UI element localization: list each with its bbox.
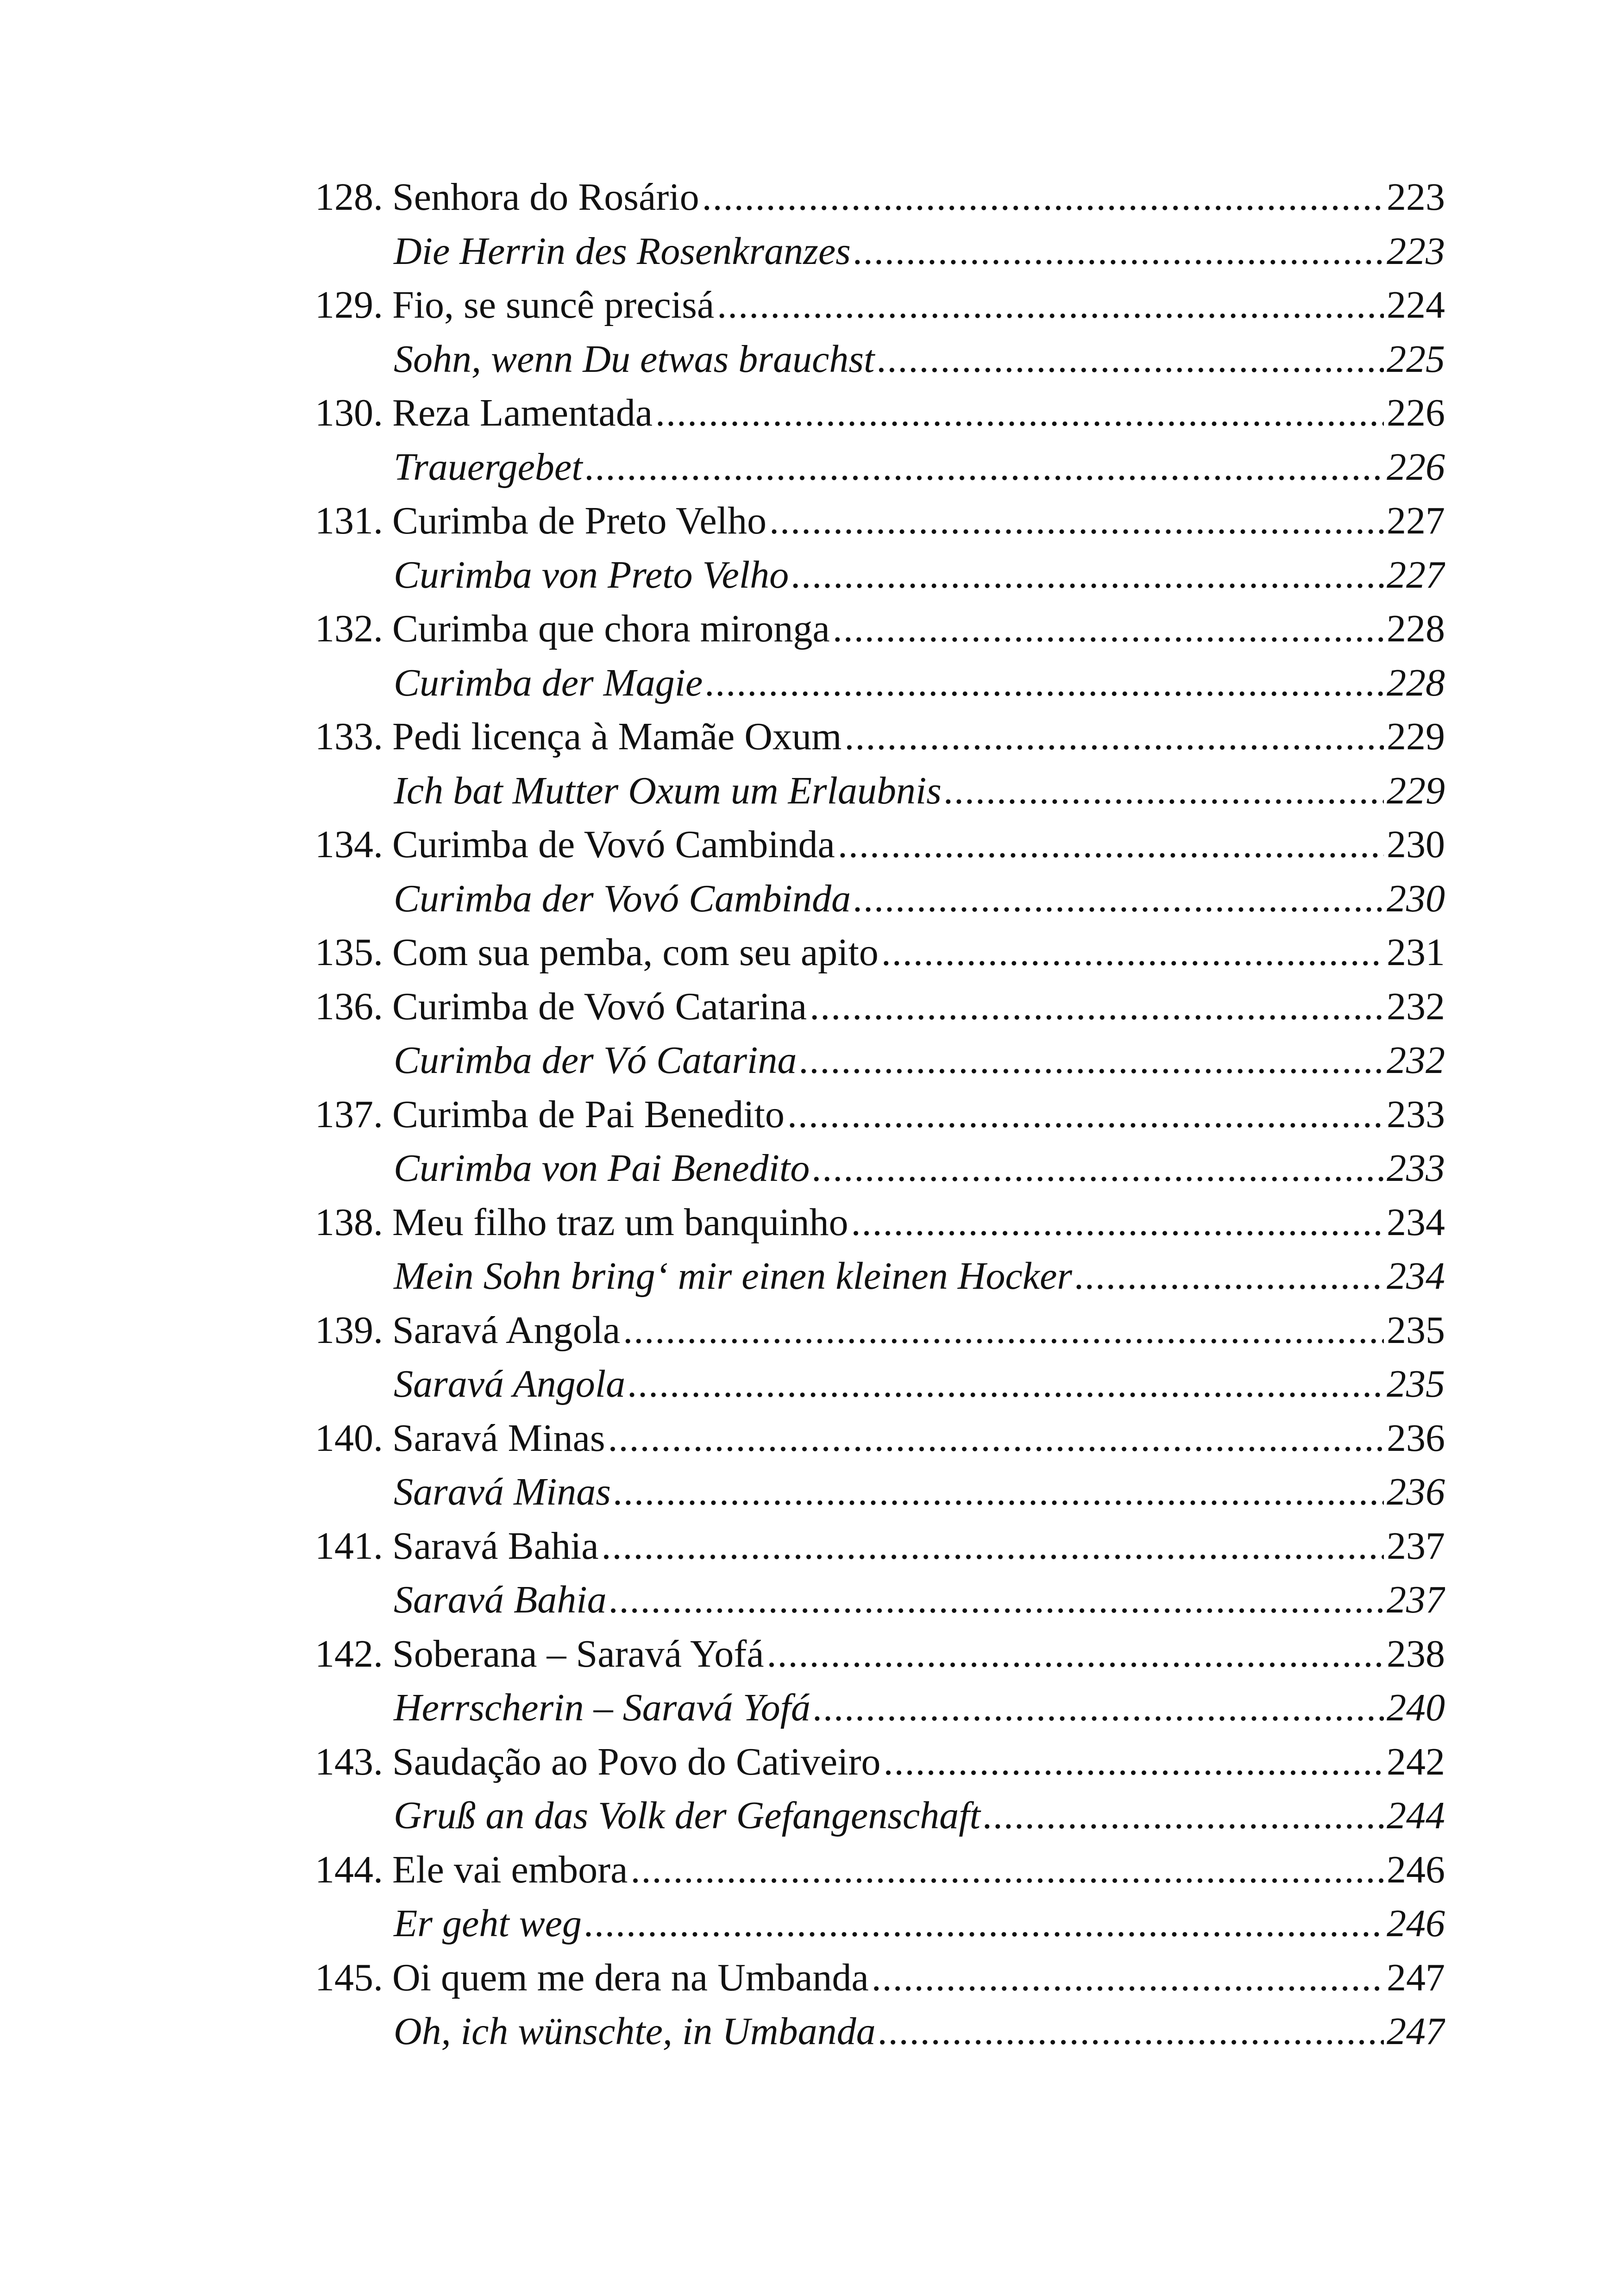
entry-page-number: 223 — [1387, 229, 1445, 273]
entry-number: 137. — [315, 1092, 383, 1136]
entry-title: Saravá Angola — [392, 1308, 621, 1352]
toc-entry-translation — [315, 1357, 1445, 1411]
entry-title: Sohn, wenn Du etwas brauchst — [394, 337, 875, 381]
toc-entry — [315, 386, 1445, 440]
entry-title: Oi quem me dera na Umbanda — [392, 1956, 869, 1999]
dot-leader — [601, 1519, 1384, 1574]
entry-title: Curimba von Preto Velho — [394, 553, 789, 596]
entry-title: Curimba de Preto Velho — [392, 499, 767, 542]
entry-page-number: 238 — [1387, 1632, 1445, 1675]
dot-leader — [883, 1735, 1384, 1789]
dot-leader — [717, 278, 1384, 332]
entry-title: Saravá Angola — [394, 1362, 626, 1405]
dot-leader — [787, 1088, 1384, 1142]
entry-page-number: 230 — [1387, 823, 1445, 866]
dot-leader — [881, 926, 1384, 980]
entry-number: 143. — [315, 1740, 383, 1783]
entry-number: 136. — [315, 985, 383, 1028]
toc-entry — [315, 1735, 1445, 1789]
dot-leader — [705, 656, 1384, 710]
entry-page-number: 246 — [1387, 1848, 1445, 1891]
toc-entry-translation — [315, 440, 1445, 495]
entry-title: Senhora do Rosário — [392, 176, 699, 219]
toc-entry-translation — [315, 225, 1445, 279]
entry-title: Trauergebet — [394, 445, 583, 489]
dot-leader — [879, 2005, 1384, 2059]
entry-page-number: 240 — [1387, 1686, 1445, 1729]
entry-title: Meu filho traz um banquinho — [392, 1200, 848, 1244]
toc-entry — [315, 1304, 1445, 1358]
entry-page-number: 230 — [1387, 877, 1445, 920]
toc-entry-translation — [315, 1465, 1445, 1519]
entry-page-number: 247 — [1387, 2010, 1445, 2053]
entry-page-number: 232 — [1387, 1039, 1445, 1082]
dot-leader — [854, 872, 1384, 926]
toc-entry-translation — [315, 332, 1445, 387]
entry-title: Saudação ao Povo do Cativeiro — [392, 1740, 881, 1783]
dot-leader — [854, 225, 1384, 279]
entry-title: Curimba von Pai Benedito — [394, 1147, 810, 1190]
entry-title: Mein Sohn bring‘ mir einen kleinen Hocker — [394, 1255, 1072, 1298]
entry-title: Curimba der Magie — [394, 661, 703, 704]
dot-leader — [877, 332, 1384, 387]
entry-page-number: 228 — [1387, 661, 1445, 704]
entry-title: Ele vai embora — [392, 1848, 628, 1891]
toc-entry — [315, 1411, 1445, 1466]
entry-page-number: 235 — [1387, 1308, 1445, 1352]
dot-leader — [792, 548, 1384, 602]
entry-page-number: 225 — [1387, 337, 1445, 381]
dot-leader — [812, 1142, 1384, 1196]
entry-page-number: 234 — [1387, 1255, 1445, 1298]
entry-title: Curimba de Vovó Cambinda — [392, 823, 835, 866]
entry-title: Saravá Minas — [394, 1470, 611, 1513]
toc-entry — [315, 980, 1445, 1034]
toc-entry — [315, 818, 1445, 872]
entry-title: Ich bat Mutter Oxum um Erlaubnis — [394, 769, 942, 812]
entry-title: Saravá Minas — [392, 1416, 605, 1460]
toc-entry-translation — [315, 1897, 1445, 1951]
entry-page-number: 226 — [1387, 445, 1445, 489]
entry-title: Curimba der Vó Catarina — [394, 1039, 797, 1082]
dot-leader — [767, 1627, 1384, 1681]
table-of-contents — [315, 170, 1445, 2059]
entry-number: 138. — [315, 1200, 383, 1244]
entry-page-number: 223 — [1387, 176, 1445, 219]
entry-title: Die Herrin des Rosenkranzes — [394, 229, 851, 273]
entry-title: Fio, se suncê precisá — [392, 283, 715, 326]
entry-page-number: 224 — [1387, 283, 1445, 326]
dot-leader — [702, 170, 1384, 225]
toc-entry-translation — [315, 1249, 1445, 1304]
entry-title: Oh, ich wünschte, in Umbanda — [394, 2010, 876, 2053]
entry-number: 144. — [315, 1848, 383, 1891]
toc-entry — [315, 602, 1445, 656]
dot-leader — [769, 494, 1384, 548]
entry-number: 133. — [315, 715, 383, 758]
dot-leader — [844, 710, 1384, 764]
entry-page-number: 246 — [1387, 1902, 1445, 1945]
dot-leader — [833, 602, 1384, 656]
entry-page-number: 236 — [1387, 1416, 1445, 1460]
entry-page-number: 244 — [1387, 1794, 1445, 1837]
entry-number: 145. — [315, 1956, 383, 1999]
dot-leader — [851, 1196, 1384, 1250]
entry-title: Com sua pemba, com seu apito — [392, 931, 879, 974]
entry-page-number: 229 — [1387, 769, 1445, 812]
entry-title: Curimba der Vovó Cambinda — [394, 877, 851, 920]
toc-entry-translation — [315, 1142, 1445, 1196]
dot-leader — [1075, 1249, 1384, 1304]
entry-title: Saravá Bahia — [394, 1578, 607, 1621]
toc-entry-translation — [315, 1034, 1445, 1088]
toc-entry — [315, 1088, 1445, 1142]
entry-title: Curimba de Pai Benedito — [392, 1092, 785, 1136]
toc-entry-translation — [315, 764, 1445, 818]
dot-leader — [813, 1681, 1384, 1735]
entry-page-number: 235 — [1387, 1362, 1445, 1405]
toc-entry-translation — [315, 1573, 1445, 1627]
toc-entry — [315, 1196, 1445, 1250]
dot-leader — [585, 440, 1384, 495]
entry-page-number: 232 — [1387, 985, 1445, 1028]
toc-entry-translation — [315, 1789, 1445, 1843]
entry-page-number: 233 — [1387, 1092, 1445, 1136]
entry-number: 141. — [315, 1524, 383, 1568]
entry-page-number: 231 — [1387, 931, 1445, 974]
entry-page-number: 228 — [1387, 607, 1445, 650]
toc-entry — [315, 494, 1445, 548]
toc-entry — [315, 170, 1445, 225]
entry-number: 142. — [315, 1632, 383, 1675]
entry-title: Er geht weg — [394, 1902, 582, 1945]
entry-number: 140. — [315, 1416, 383, 1460]
entry-number: 134. — [315, 823, 383, 866]
entry-title: Herrscherin – Saravá Yofá — [394, 1686, 810, 1729]
entry-page-number: 237 — [1387, 1578, 1445, 1621]
toc-entry-translation — [315, 548, 1445, 602]
dot-leader — [609, 1573, 1384, 1627]
entry-title: Curimba de Vovó Catarina — [392, 985, 807, 1028]
dot-leader — [630, 1843, 1384, 1897]
toc-entry — [315, 926, 1445, 980]
entry-title: Pedi licença à Mamãe Oxum — [392, 715, 842, 758]
dot-leader — [944, 764, 1384, 818]
entry-page-number: 237 — [1387, 1524, 1445, 1568]
dot-leader — [655, 386, 1384, 440]
toc-entry — [315, 710, 1445, 764]
toc-entry-translation — [315, 656, 1445, 710]
entry-number: 135. — [315, 931, 383, 974]
dot-leader — [584, 1897, 1384, 1951]
entry-number: 132. — [315, 607, 383, 650]
dot-leader — [838, 818, 1384, 872]
entry-page-number: 242 — [1387, 1740, 1445, 1783]
entry-page-number: 234 — [1387, 1200, 1445, 1244]
toc-entry — [315, 1627, 1445, 1681]
toc-entry-translation — [315, 1681, 1445, 1735]
entry-page-number: 229 — [1387, 715, 1445, 758]
toc-entry — [315, 1843, 1445, 1897]
dot-leader — [614, 1465, 1384, 1519]
toc-entry — [315, 1519, 1445, 1574]
entry-number: 139. — [315, 1308, 383, 1352]
entry-number: 130. — [315, 391, 383, 434]
entry-number: 131. — [315, 499, 383, 542]
entry-title: Saravá Bahia — [392, 1524, 599, 1568]
dot-leader — [799, 1034, 1384, 1088]
entry-title: Soberana – Saravá Yofá — [392, 1632, 764, 1675]
dot-leader — [810, 980, 1384, 1034]
entry-number: 128. — [315, 176, 383, 219]
toc-entry-translation — [315, 2005, 1445, 2059]
entry-page-number: 226 — [1387, 391, 1445, 434]
entry-page-number: 233 — [1387, 1147, 1445, 1190]
entry-title: Gruß an das Volk der Gefangenschaft — [394, 1794, 980, 1837]
toc-entry — [315, 1951, 1445, 2005]
entry-title: Reza Lamentada — [392, 391, 653, 434]
dot-leader — [872, 1951, 1384, 2005]
toc-entry-translation — [315, 872, 1445, 926]
entry-page-number: 227 — [1387, 499, 1445, 542]
entry-title: Curimba que chora mironga — [392, 607, 830, 650]
entry-page-number: 236 — [1387, 1470, 1445, 1513]
toc-entry — [315, 278, 1445, 332]
entry-number: 129. — [315, 283, 383, 326]
dot-leader — [623, 1304, 1384, 1358]
dot-leader — [983, 1789, 1384, 1843]
dot-leader — [628, 1357, 1384, 1411]
dot-leader — [608, 1411, 1384, 1466]
entry-page-number: 247 — [1387, 1956, 1445, 1999]
entry-page-number: 227 — [1387, 553, 1445, 596]
